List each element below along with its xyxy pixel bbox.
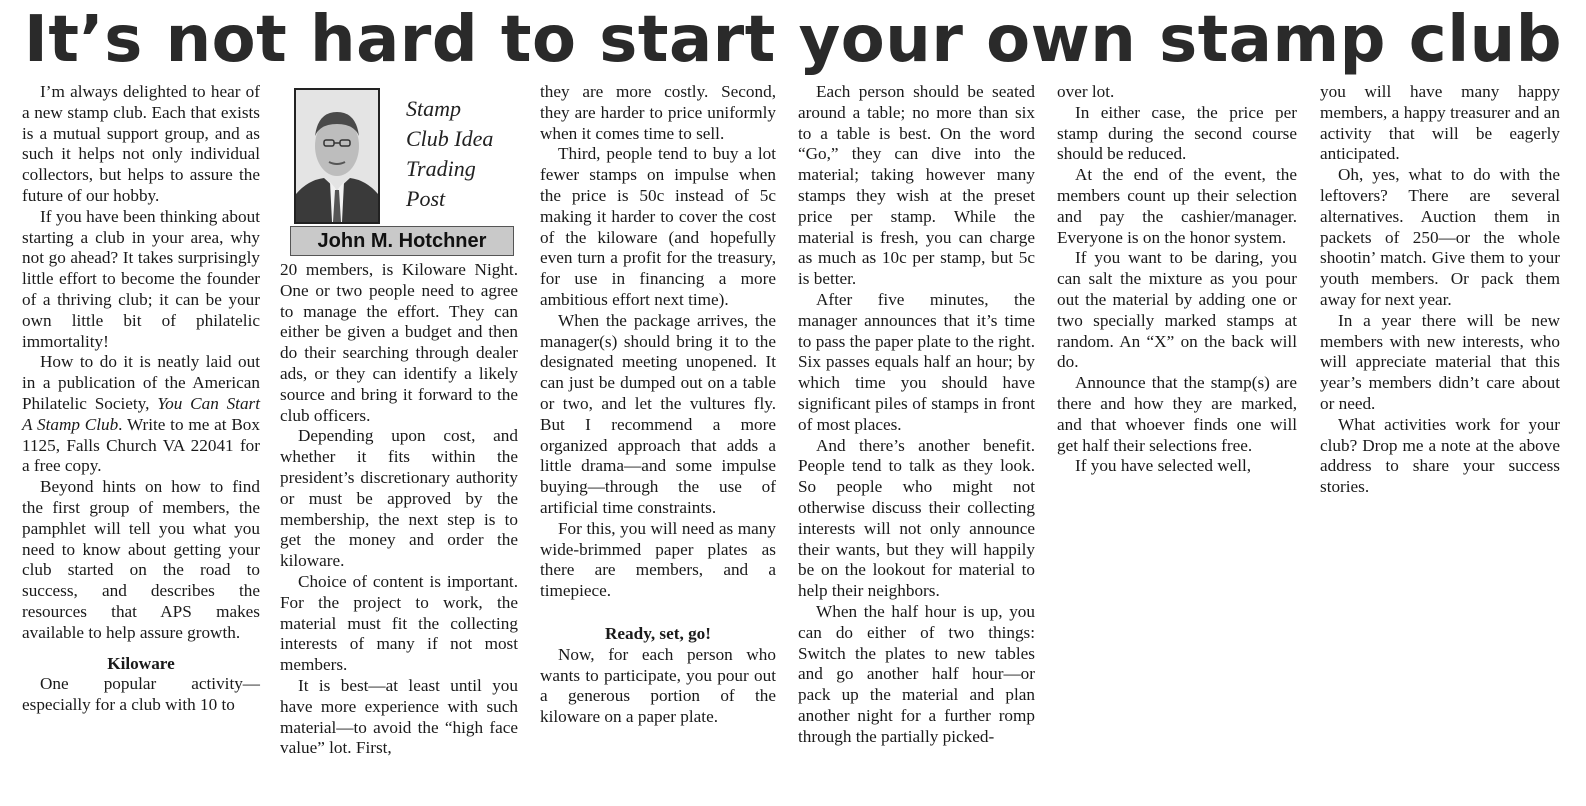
paragraph: After five minutes, the manager announces that it’s time to pass the paper plate to the right. Six passes equals half an hour; by which time you should have significant piles of stamps in front of most places. bbox=[798, 289, 1035, 434]
column-4 bbox=[798, 82, 1035, 748]
paragraph: One popular activity—especially for a club with 10 to bbox=[22, 674, 260, 715]
byline-box bbox=[280, 82, 518, 258]
paragraph bbox=[22, 352, 260, 477]
paragraph: And there’s another benefit. People tend to talk as they look. So people who might not otherwise discuss their collecting interests will not only announce their wants, but they will happily be on the lookout for material to help their neighbors. bbox=[798, 435, 1035, 601]
paragraph: What activities work for your club? Drop me a note at the above address to share your success stories. bbox=[1320, 414, 1560, 497]
paragraph: Now, for each person who wants to participate, you pour out a generous portion of the kiloware on a paper plate. bbox=[540, 644, 776, 727]
column-5 bbox=[1057, 82, 1297, 477]
paragraph: For this, you will need as many wide-brimmed paper plates as there are members, and a timepiece. bbox=[540, 518, 776, 601]
subhead-kiloware: Kiloware bbox=[107, 653, 175, 673]
paragraph: When the package arrives, the manager(s) should bring it to the designated meeting unopened. It can just be dumped out on a table or two, and let the vultures fly. But I recommend a more organized approach that adds a little drama—and some impulse buying—through the use of artificial time constraints. bbox=[540, 310, 776, 517]
headline: It’s not hard to start your own stamp club bbox=[24, 3, 1562, 77]
paragraph: you will have many happy members, a happy treasurer and an activity that will be eagerly anticipated. bbox=[1320, 82, 1560, 164]
column-6 bbox=[1320, 82, 1560, 498]
column-1 bbox=[22, 82, 260, 716]
paragraph: I’m always delighted to hear of a new stamp club. Each that exists is a mutual support group, and as such it helps not only individual collectors, but helps to assure the future of our hobby. bbox=[22, 82, 260, 205]
author-name: John M. Hotchner bbox=[290, 226, 514, 256]
paragraph: In either case, the price per stamp during the second course should be reduced. bbox=[1057, 102, 1297, 164]
column-label bbox=[406, 94, 516, 214]
publication-title: You Can Start A Stamp Club bbox=[22, 393, 260, 434]
text-run: How to do it is neatly laid out in a publication of the American Philatelic Society, bbox=[22, 352, 260, 413]
paragraph: 20 members, is Kiloware Night. One or two people need to agree to manage the effort. They can either be given a budget and then do their searching through dealer ads, or they can identify a likely source and bring it forward to the club officers. bbox=[280, 260, 518, 425]
paragraph: Beyond hints on how to find the first group of members, the pamphlet will tell you what you need to know about getting your club started on the road to success, and describes the resources that APS makes available to help assure growth. bbox=[22, 477, 260, 642]
paragraph: If you have been thinking about starting a club in your area, why not go ahead? It takes surprisingly little effort to become the founder of a thriving club; it can be your own little bit of philatelic immortality! bbox=[22, 206, 260, 351]
label-line: Stamp bbox=[406, 96, 461, 121]
author-photo bbox=[294, 88, 380, 224]
paragraph: If you want to be daring, you can salt the mixture as you pour out the material by adding one or two specially marked stamps at random. An “X” on the back will do. bbox=[1057, 248, 1297, 372]
paragraph: Third, people tend to buy a lot fewer stamps on impulse when the price is 50c instead of 5c making it harder to cover the cost of the kiloware (and hopefully even turn a profit for the treasury, for use in financing a more ambitious effort next time). bbox=[540, 144, 776, 309]
column-2 bbox=[280, 82, 518, 759]
subhead-ready-set-go: Ready, set, go! bbox=[605, 623, 711, 643]
label-line: Club Idea bbox=[406, 126, 494, 151]
paragraph: Each person should be seated around a table; no more than six to a table is best. On the word “Go,” they can dive into the material; taking however many stamps they wish at the preset price per stamp. While the material is fresh, you can charge as much as 10c per stamp, but 5c is better. bbox=[798, 82, 1035, 289]
paragraph: If you have selected well, bbox=[1075, 456, 1252, 476]
label-line: Post bbox=[406, 186, 446, 211]
paragraph: When the half hour is up, you can do either of two things: Switch the plates to new tables and go another half hour—or pack up the material and plan another night for a further romp through the partially picked- bbox=[798, 601, 1035, 746]
label-line: Trading bbox=[406, 156, 476, 181]
portrait-icon bbox=[296, 90, 378, 222]
paragraph: Announce that the stamp(s) are there and how they are marked, and that whoever finds one will get half their selections free. bbox=[1057, 373, 1297, 455]
paragraph: At the end of the event, the members count up their selection and pay the cashier/manager. Everyone is on the honor system. bbox=[1057, 165, 1297, 247]
paragraph: It is best—at least until you have more experience with such material—to avoid the “high face value” lot. First, bbox=[280, 675, 518, 758]
paragraph: over lot. bbox=[1057, 82, 1115, 101]
text-run: . Write to me at Box 1125, Falls Church VA 22041 for a free copy. bbox=[22, 414, 260, 476]
paragraph: they are more costly. Second, they are harder to price uniformly when it comes time to sell. bbox=[540, 82, 776, 143]
paragraph: Depending upon cost, and whether it fits within the president’s discretionary authority or must be approved by the membership, the next step is to get the money and order the kiloware. bbox=[280, 426, 518, 571]
column-3 bbox=[540, 82, 776, 728]
paragraph: Oh, yes, what to do with the leftovers? There are several alternatives. Auction them in packets of 250—or the whole shootin’ match. Give them to your youth members. Or pack them away for next year. bbox=[1320, 165, 1560, 309]
paragraph: Choice of content is important. For the project to work, the material must fit the collecting interests of many if not most members. bbox=[280, 571, 518, 675]
paragraph: In a year there will be new members with new interests, who will appreciate material that this year’s members didn’t care about or need. bbox=[1320, 310, 1560, 413]
